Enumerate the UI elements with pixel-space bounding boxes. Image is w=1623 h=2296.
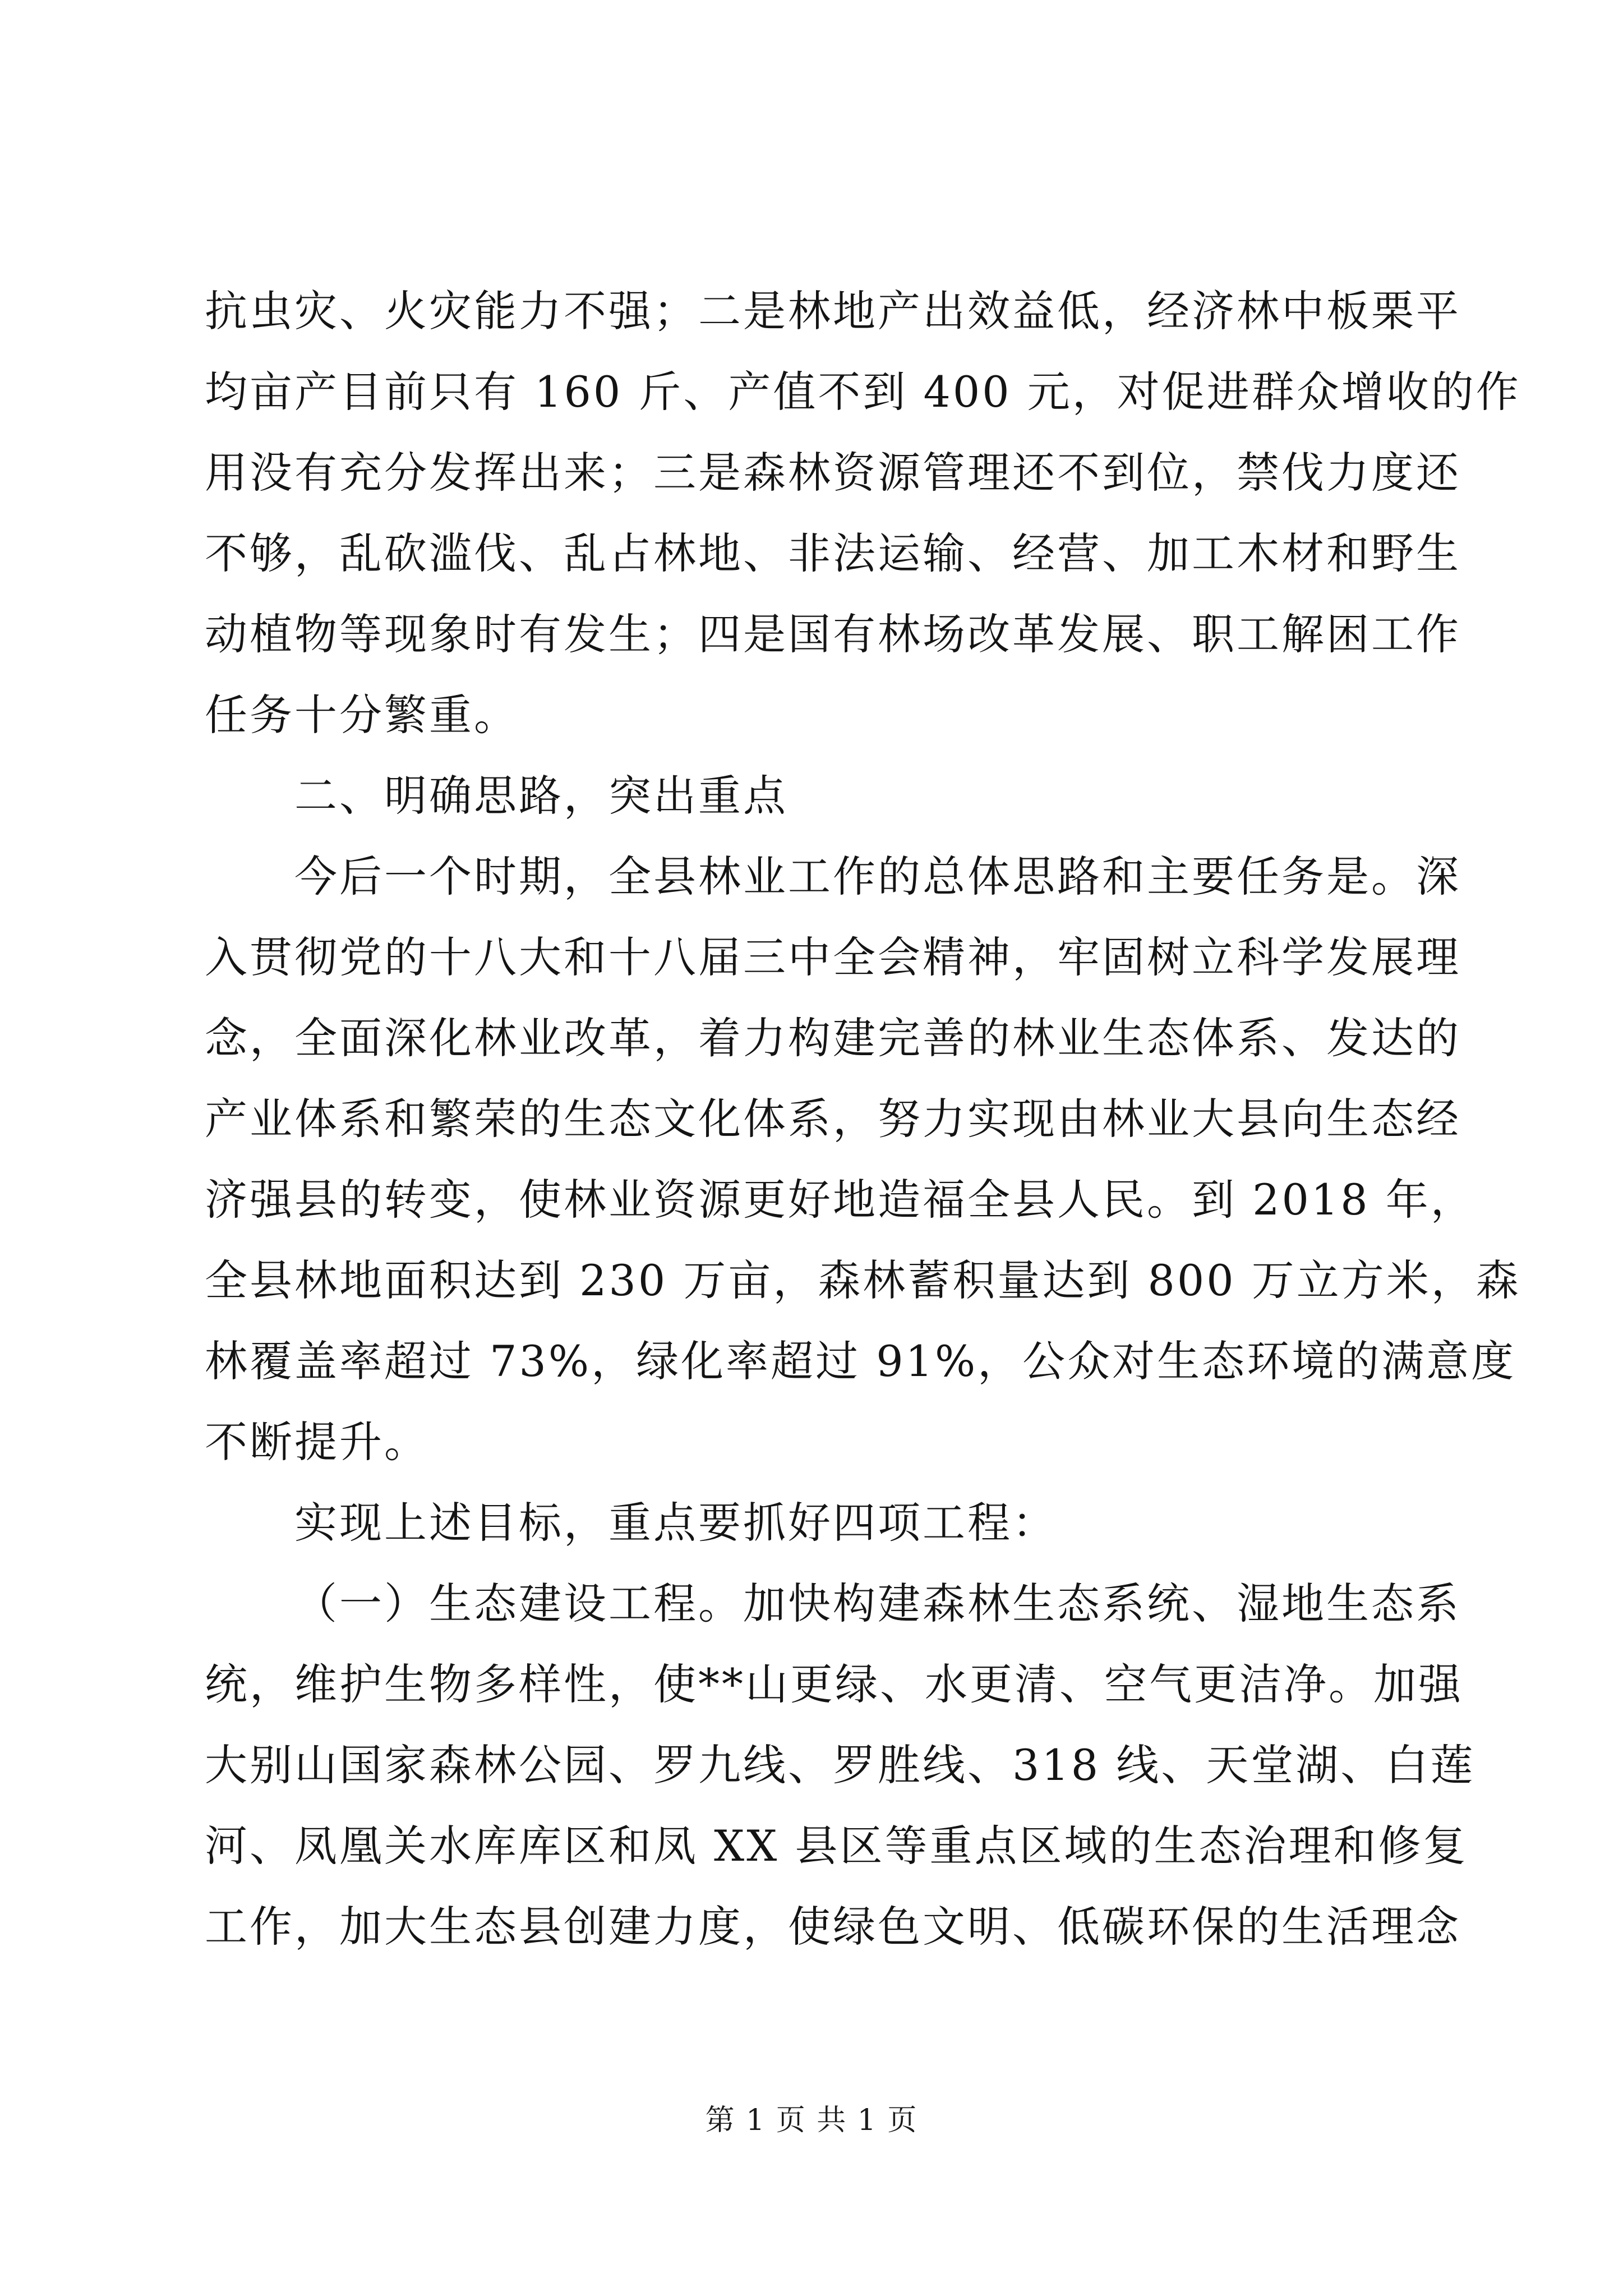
text-line: 河、凤凰关水库库区和凤 XX 县区等重点区域的生态治理和修复 (205, 1821, 1468, 1871)
text-line: 用没有充分发挥出来；三是森林资源管理还不到位，禁伐力度还 (205, 448, 1461, 498)
text-line: 统，维护生物多样性，使**山更绿、水更清、空气更洁净。加强 (205, 1659, 1463, 1709)
text-line: 济强县的转变，使林业资源更好地造福全县人民。到 2018 年， (205, 1175, 1476, 1225)
text-line: 产业体系和繁荣的生态文化体系，努力实现由林业大县向生态经 (205, 1094, 1461, 1144)
text-line: 工作，加大生态县创建力度，使绿色文明、低碳环保的生活理念 (205, 1902, 1461, 1952)
text-line: 不断提升。 (205, 1417, 429, 1467)
text-line: 大别山国家森林公园、罗九线、罗胜线、318 线、天堂湖、白莲 (205, 1740, 1476, 1790)
section-heading: 二、明确思路，突出重点 (294, 771, 788, 821)
text-line: 均亩产目前只有 160 斤、产值不到 400 元，对促进群众增收的作 (205, 367, 1521, 417)
subsection-heading: （一）生态建设工程。加快构建森林生态系统、湿地生态系 (294, 1579, 1461, 1628)
text-line: 不够，乱砍滥伐、乱占林地、非法运输、经营、加工木材和野生 (205, 528, 1461, 578)
text-line: 动植物等现象时有发生；四是国有林场改革发展、职工解困工作 (205, 609, 1461, 659)
text-line: 林覆盖率超过 73%，绿化率超过 91%，公众对生态环境的满意度 (205, 1336, 1516, 1386)
text-line: 念，全面深化林业改革，着力构建完善的林业生态体系、发达的 (205, 1013, 1461, 1063)
text-line: 任务十分繁重。 (205, 690, 519, 740)
text-line: 入贯彻党的十八大和十八届三中全会精神，牢固树立科学发展理 (205, 932, 1461, 982)
text-line: 实现上述目标，重点要抓好四项工程： (294, 1498, 1057, 1548)
page-footer: 第 1 页 共 1 页 (705, 2104, 918, 2137)
text-line: 全县林地面积达到 230 万亩，森林蓄积量达到 800 万立方米，森 (205, 1255, 1521, 1305)
text-line: 抗虫灾、火灾能力不强；二是林地产出效益低，经济林中板栗平 (205, 286, 1461, 336)
text-line: 今后一个时期，全县林业工作的总体思路和主要任务是。深 (294, 852, 1461, 901)
